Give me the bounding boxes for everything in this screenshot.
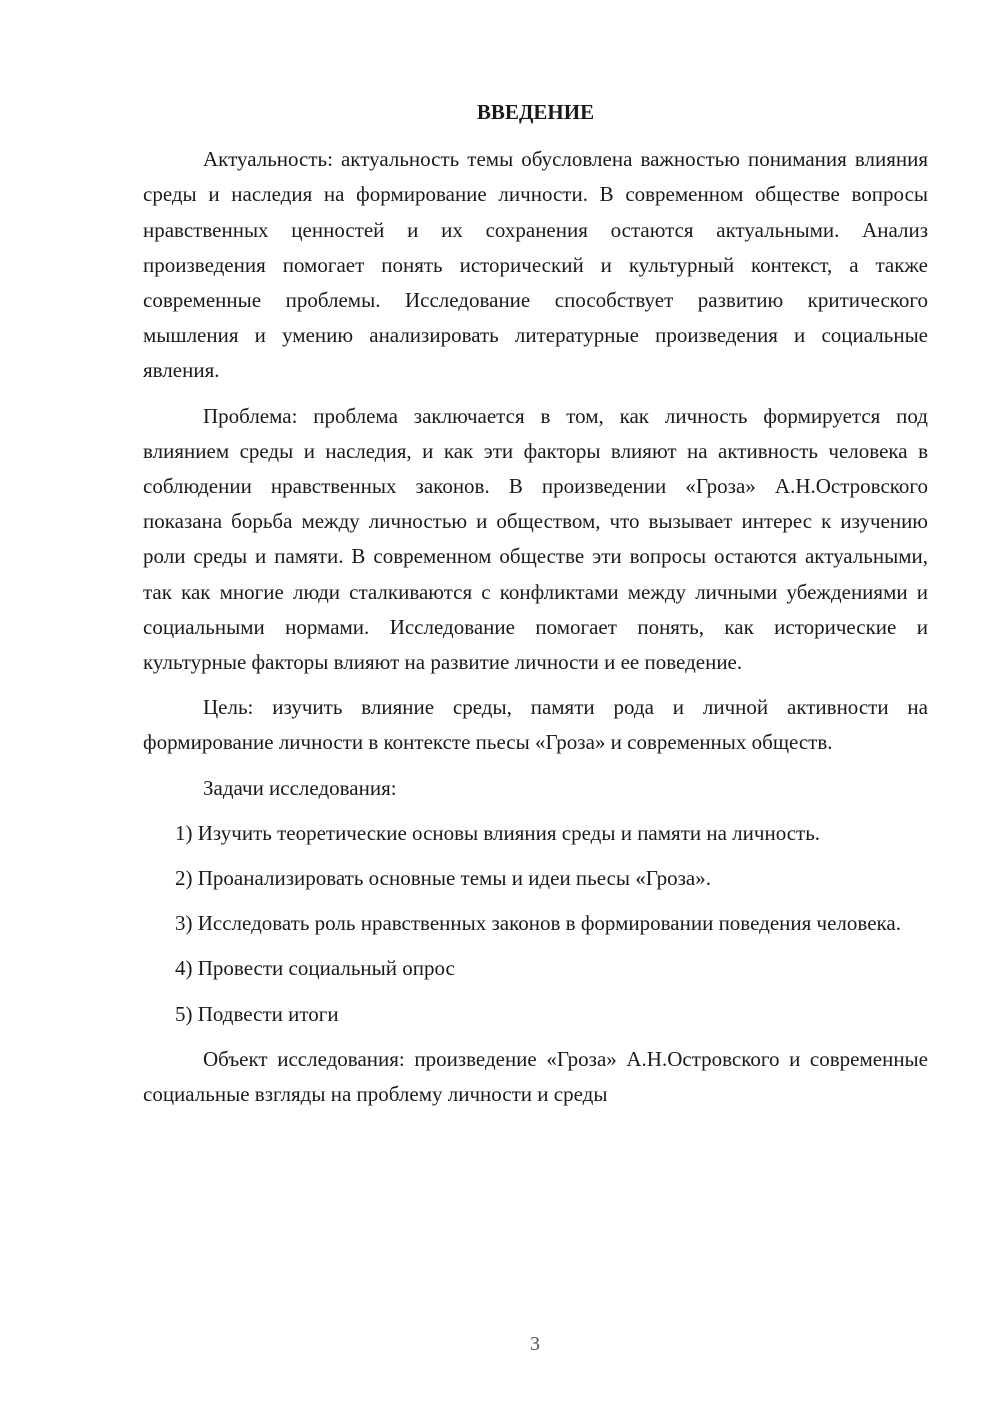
document-page bbox=[143, 95, 928, 1112]
tasks-heading: Задачи исследования: bbox=[203, 775, 397, 800]
page-number: 3 bbox=[530, 1333, 540, 1355]
page-title: ВВЕДЕНИЕ bbox=[476, 100, 595, 124]
paragraph-problem: Проблема: проблема заключается в том, как личность формируется под влиянием среды и наследия, и как эти факторы влияют на активность человека в соблюдении нравственных законов. В произведении «Гроза» А.Н.Островского показана борьба между личностью и обществом, что вызывает интерес к изучению роли среды и памяти. В современном обществе эти вопросы остаются актуальными, так как многие люди сталкиваются с конфликтами между личными убеждениями и социальными нормами. Исследование помогает понять, как исторические и культурные факторы влияют на развитие личности и ее поведение. bbox=[143, 403, 928, 675]
task-item-2: 2) Проанализировать основные темы и идеи пьесы «Гроза». bbox=[175, 866, 711, 891]
task-item-5: 5) Подвести итоги bbox=[175, 1001, 339, 1026]
task-item-3: 3) Исследовать роль нравственных законов в формировании поведения человека. bbox=[175, 911, 901, 936]
task-item-4: 4) Провести социальный опрос bbox=[175, 956, 455, 981]
paragraph-relevance: Актуальность: актуальность темы обусловлена важностью понимания влияния среды и наследия на формирование личности. В современном обществе вопросы нравственных ценностей и их сохранения остаются актуальными. Анализ произведения помогает понять исторический и культурный контекст, а также современные проблемы. Исследование способствует развитию критического мышления и умению анализировать литературные произведения и социальные явления. bbox=[143, 147, 928, 383]
paragraph-goal: Цель: изучить влияние среды, памяти рода и личной активности на формирование личности в контексте пьесы «Гроза» и современных обществ. bbox=[143, 695, 928, 755]
task-item-1: 1) Изучить теоретические основы влияния среды и памяти на личность. bbox=[175, 820, 821, 845]
paragraph-object: Объект исследования: произведение «Гроза» А.Н.Островского и современные социальные взгляды на проблему личности и среды bbox=[143, 1046, 928, 1107]
